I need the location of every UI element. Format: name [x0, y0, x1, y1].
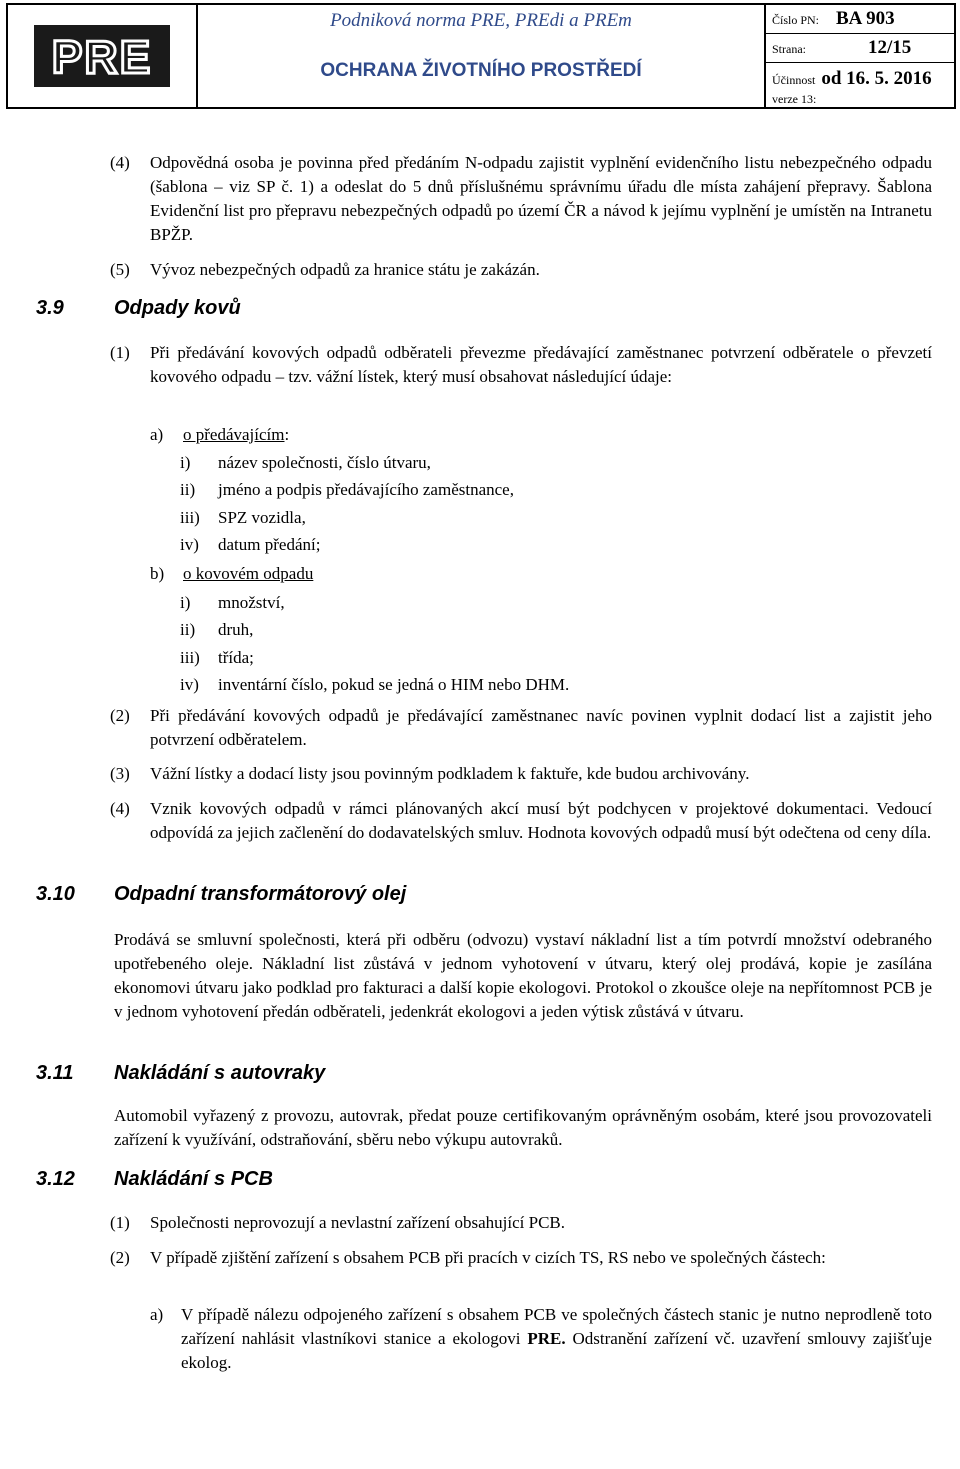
- list-text: množství,: [218, 593, 285, 612]
- s310-paragraph: [114, 928, 932, 1024]
- cislo-value: BA 903: [836, 8, 895, 29]
- list-text: druh,: [218, 620, 254, 639]
- list-text: o kovovém odpadu: [183, 564, 314, 583]
- list-text-part-2: Odstranění zařízení vč. uzavření smlouvy zajišťuje ekolog.: [181, 1329, 932, 1372]
- list-marker: i): [180, 593, 191, 612]
- strana-value: 12/15: [868, 37, 912, 58]
- paragraph-number: (1): [110, 343, 130, 362]
- list-text: datum předání;: [218, 535, 321, 554]
- paragraph-number: (2): [110, 706, 130, 725]
- list-marker: iv): [180, 535, 199, 554]
- paragraph-number: (4): [110, 153, 130, 172]
- paragraph-text: Vážní lístky a dodací listy jsou povinným podkladem k faktuře, kde budou archivovány.: [150, 764, 750, 783]
- paragraph-4: [110, 151, 932, 247]
- paragraph-number: (2): [110, 1248, 130, 1267]
- section-title: Nakládání s PCB: [114, 1168, 273, 1190]
- paragraph-number: (1): [110, 1213, 130, 1232]
- paragraph-text: Odpovědná osoba je povinna před předáním N-odpadu zajistit vyplnění evidenčního listu nebezpečného odpadu (šablona – viz SP č. 1) a odeslat do 5 dnů příslušnému správnímu úřadu dle místa zahájení přepravy. Šablona Evidenční list pro přepravu nebezpečných odpadů po území ČR a návod k jejímu vyplnění je umístěn na Intranetu BPŽP.: [150, 153, 932, 244]
- section-title: Odpadní transformátorový olej: [114, 883, 407, 905]
- list-text-part-1: V případě nálezu odpojeného zařízení s obsahem PCB ve společných částech stanic je nutno neprodleně toto zařízení nahlásit vlastníkovi stanice a ekologovi: [181, 1305, 932, 1348]
- section-title: Nakládání s autovraky: [114, 1062, 326, 1084]
- s39-paragraph-1: [110, 341, 932, 389]
- verze-label: verze 13:: [772, 92, 817, 106]
- paragraph-text: V případě zjištění zařízení s obsahem PCB při pracích v cizích TS, RS nebo ve společných částech:: [150, 1248, 826, 1267]
- norm-title: Podniková norma PRE, PREdi a PREm: [330, 10, 632, 31]
- section-title: OCHRANA ŽIVOTNÍHO PROSTŘEDÍ: [320, 60, 642, 81]
- paragraph-text: Společnosti neprovozují a nevlastní zařízení obsahující PCB.: [150, 1213, 565, 1232]
- paragraph-number: (4): [110, 799, 130, 818]
- ucinnost-row: [766, 63, 954, 107]
- list-text: třída;: [218, 648, 254, 667]
- cislo-row: [766, 5, 954, 34]
- paragraph-text: Při předávání kovových odpadů je předávající zaměstnanec navíc povinen vyplnit dodací list a zajistit jeho potvrzení odběratelem.: [150, 706, 932, 749]
- ucinnost-label: Účinnost: [772, 73, 816, 87]
- s39-paragraph-3: [110, 762, 932, 786]
- list-marker: b): [150, 564, 165, 583]
- section-number: 3.10: [36, 883, 75, 905]
- list-text: o předávajícím: [183, 425, 285, 444]
- pre-logo-icon: [34, 25, 170, 87]
- list-text-bold: PRE.: [527, 1329, 566, 1348]
- strana-row: [766, 34, 954, 63]
- paragraph-number: (5): [110, 260, 130, 279]
- s312-paragraph-2: [110, 1246, 932, 1270]
- pre-logo: [8, 5, 198, 107]
- list-marker: iv): [180, 675, 199, 694]
- section-number: 3.9: [36, 297, 64, 319]
- section-number: 3.12: [36, 1168, 75, 1190]
- s312-item-a: [150, 1303, 932, 1375]
- paragraph-5: [110, 258, 932, 282]
- list-marker: a): [150, 425, 164, 444]
- list-text: SPZ vozidla,: [218, 508, 306, 527]
- paragraph-text: Automobil vyřazený z provozu, autovrak, předat pouze certifikovaným oprávněným osobám, které jsou provozovateli zařízení k využívání, odstraňování, sběru nebo výkupu autovraků.: [114, 1106, 932, 1149]
- s312-paragraph-1: [110, 1211, 932, 1235]
- list-marker: a): [150, 1305, 164, 1324]
- list-marker: iii): [180, 508, 200, 527]
- strana-label: Strana:: [772, 42, 806, 56]
- list-text: jméno a podpis předávajícího zaměstnance,: [218, 480, 514, 499]
- list-text: název společnosti, číslo útvaru,: [218, 453, 431, 472]
- paragraph-text: Prodává se smluvní společnosti, která při odběru (odvozu) vystaví nákladní list a tím potvrdí množství odebraného upotřebeného oleje. Nákladní list zůstává v jednom vyhotovení v útvaru, který olej prodává, kopie je zasílána ekonomovi útvaru jako podklad pro fakturaci a další kopie ekologovi. Protokol o zkoušce oleje na nepřítomnost PCB je v jednom vyhotovení předán odběrateli, jedenkrát ekologovi a jeden výtisk zůstává v útvaru.: [114, 930, 932, 1021]
- paragraph-text: Při předávání kovových odpadů odběrateli převezme předávající zaměstnanec potvrzení odběratele o převzetí kovového odpadu – tzv. vážní lístek, který musí obsahovat následující údaje:: [150, 343, 932, 386]
- list-colon: :: [284, 425, 290, 444]
- paragraph-text: Vznik kovových odpadů v rámci plánovaných akcí musí být podchycen v projektové dokumentaci. Vedoucí odpovídá za jejich začlenění do dodavatelských smluv. Hodnota kovových odpadů musí být odečtena od ceny díla.: [150, 799, 932, 842]
- svg-text:PRE: PRE: [51, 31, 153, 83]
- s39-paragraph-2: [110, 704, 932, 752]
- section-number: 3.11: [36, 1062, 74, 1084]
- list-marker: i): [180, 453, 191, 472]
- header-title-cell: [198, 5, 766, 107]
- header-meta: [766, 5, 954, 107]
- document-header: [6, 3, 956, 109]
- ucinnost-value: od 16. 5. 2016: [821, 68, 932, 89]
- paragraph-text: Vývoz nebezpečných odpadů za hranice státu je zakázán.: [150, 260, 540, 279]
- paragraph-number: (3): [110, 764, 130, 783]
- list-text: inventární číslo, pokud se jedná o HIM nebo DHM.: [218, 675, 570, 694]
- list-marker: ii): [180, 620, 196, 639]
- list-marker: iii): [180, 648, 200, 667]
- list-marker: ii): [180, 480, 196, 499]
- s39-paragraph-4: [110, 797, 932, 845]
- section-title: Odpady kovů: [114, 297, 241, 319]
- cislo-label: Číslo PN:: [772, 13, 820, 27]
- s311-paragraph: [114, 1104, 932, 1152]
